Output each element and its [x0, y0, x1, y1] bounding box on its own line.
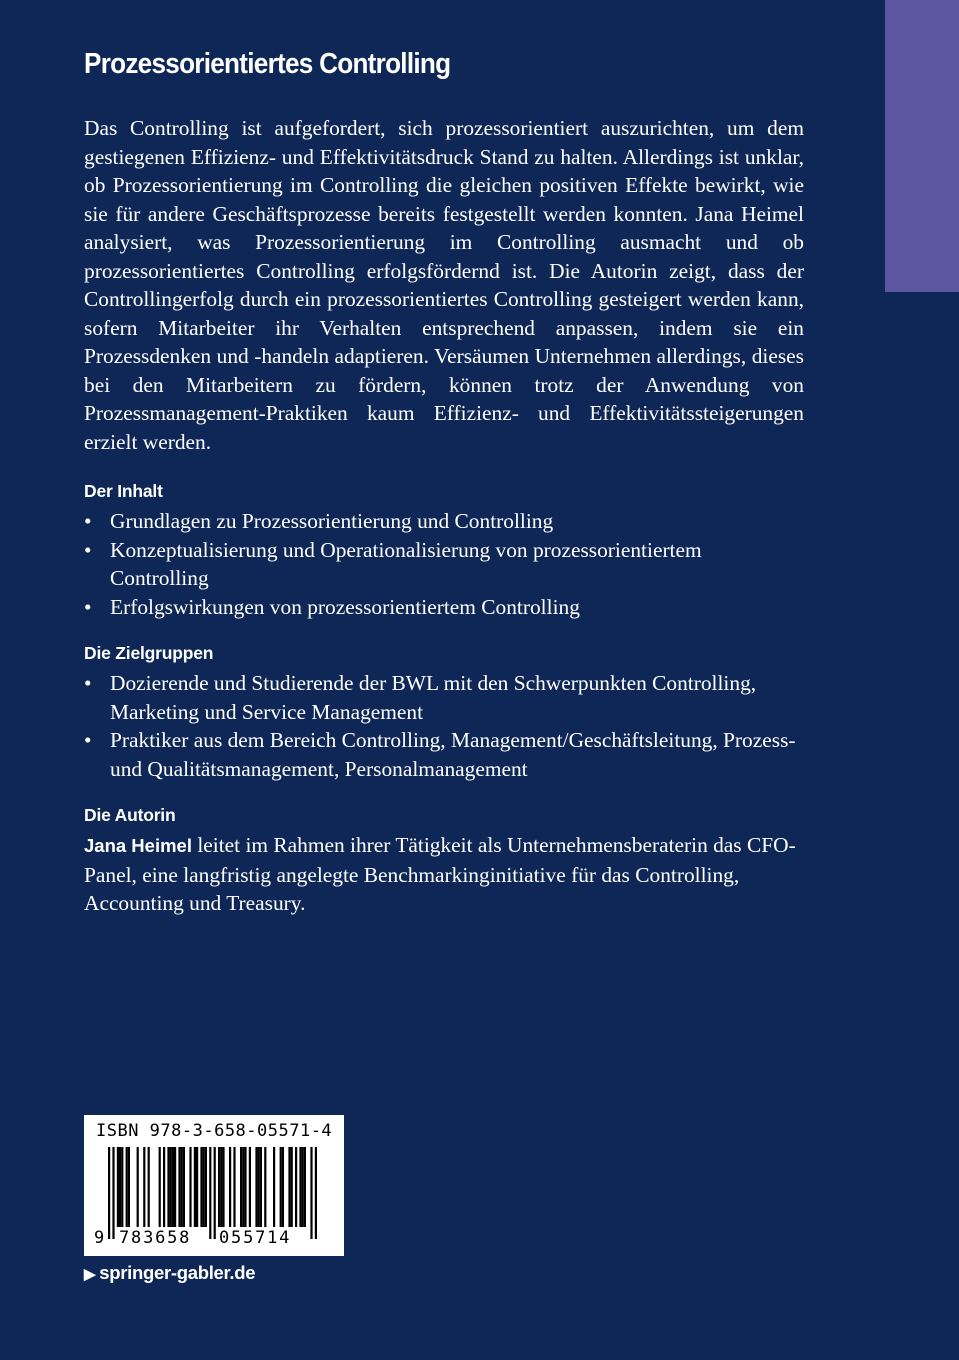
website-link[interactable]: springer-gabler.de [99, 1262, 256, 1283]
barcode-bar [295, 1147, 297, 1227]
barcode-bar [126, 1147, 128, 1227]
barcode-bar [288, 1147, 290, 1227]
barcode-bar [214, 1147, 216, 1239]
barcode-bar [244, 1147, 246, 1227]
barcode-bar [159, 1147, 161, 1227]
accent-tab [885, 0, 959, 292]
barcode-bar [291, 1147, 293, 1227]
barcode-bar [264, 1147, 266, 1227]
barcode-bar [229, 1147, 231, 1227]
barcode-bar [148, 1147, 150, 1227]
bullet-icon: • [84, 728, 92, 752]
inhalt-list [84, 507, 804, 621]
barcode-bar [174, 1147, 176, 1227]
barcode-bar [299, 1147, 301, 1227]
barcode-bar [194, 1147, 196, 1227]
barcode-bar [203, 1147, 205, 1227]
author-name: Jana Heimel [84, 835, 192, 856]
barcode-bar [167, 1147, 169, 1227]
barcode-bar [183, 1147, 185, 1227]
barcode-bar [112, 1147, 114, 1239]
play-arrow-icon: ▶ [84, 1266, 96, 1283]
list-item: • Dozierende und Studierende der BWL mit den Schwerpunkten Controlling, Marketing und Service Management [84, 671, 757, 724]
inhalt-heading: Der Inhalt [84, 481, 163, 501]
barcode-bar [222, 1147, 224, 1227]
list-item: • Grundlagen zu Prozessorientierung und Controlling [84, 507, 804, 536]
barcode-bar [273, 1147, 275, 1227]
bullet-icon: • [84, 594, 92, 619]
list-item: • Praktiker aus dem Bereich Controlling, Management/Geschäftsleitung, Prozess- und Qualitätsmanagement, Personalmanagement [84, 728, 796, 781]
list-item: • Konzeptualisierung und Operationalisierung von prozessorientiertem Controlling [84, 537, 702, 590]
isbn-label: ISBN 978-3-658-05571-4 [96, 1121, 333, 1141]
list-item: • Erfolgswirkungen von prozessorientiertem Controlling [84, 593, 804, 622]
barcode-bar [218, 1147, 220, 1227]
barcode-bar [178, 1147, 180, 1227]
barcode-bar [260, 1147, 262, 1227]
barcode-bar [137, 1147, 139, 1227]
barcode-bar [189, 1147, 191, 1227]
barcode-bar [302, 1147, 304, 1227]
barcode-bar [304, 1147, 306, 1227]
isbn-digit-first: 9 [94, 1228, 105, 1248]
intro-paragraph: Das Controlling ist aufgefordert, sich prozessorientiert auszurichten, um dem gestiegenen Effizienz- und Effektivitätsdruck Stand zu halten. Allerdings ist unklar, ob Prozessorientierung im Controlling die gleichen positiven Effekte bewirkt, wie sie für andere Geschäftsprozesse bereits festgestellt werden konnten. Jana Heimel analysiert, was Prozessorientierung im Controlling ausmacht und ob prozessorientiertes Controlling erfolgsfördernd ist. Die Autorin zeigt, dass der Controllingerfolg durch ein prozessorientiertes Controlling gesteigert werden kann, sofern Mitarbeiter ihr Verhalten entsprechend anpassen, indem sie ein Prozessdenken und -handeln adaptieren. Versäumen Unternehmen allerdings, dieses bei den Mitarbeitern zu fördern, können trotz der Anwendung von Prozessmanagement-Praktiken kaum Effizienz- und Effektivitätssteigerungen erzielt werden. [84, 116, 804, 454]
autorin-heading: Die Autorin [84, 805, 176, 825]
barcode-bar [282, 1147, 284, 1227]
barcode-bar [117, 1147, 119, 1227]
book-title: Prozessorientiertes Controlling [84, 48, 451, 80]
barcode-bar [315, 1147, 317, 1239]
barcode-bar [255, 1147, 257, 1227]
barcode-bar [143, 1147, 145, 1227]
back-cover-content [84, 44, 804, 918]
isbn-digit-group-1: 783658 [119, 1228, 192, 1248]
barcode-bar [200, 1147, 202, 1227]
barcode-bar [240, 1147, 242, 1227]
barcode-bar [119, 1147, 121, 1227]
barcode-bar [170, 1147, 172, 1227]
barcode-bar [242, 1147, 244, 1227]
barcode-bar [233, 1147, 235, 1227]
barcode-bar [310, 1147, 312, 1239]
author-bio: leitet im Rahmen ihrer Tätigkeit als Unternehmensberaterin das CFO-Panel, eine langfristig angelegte Benchmarkinginitiative für das Controlling, Accounting und Treasury. [84, 833, 796, 915]
barcode-bar [108, 1147, 110, 1239]
barcode-bar [280, 1147, 282, 1227]
barcode-bar [181, 1147, 183, 1227]
bullet-icon: • [84, 537, 92, 562]
barcode-bar [163, 1147, 165, 1227]
isbn-digit-group-2: 055714 [219, 1228, 292, 1248]
barcode-bar [209, 1147, 211, 1239]
barcode-bar [121, 1147, 123, 1227]
zielgruppen-heading: Die Zielgruppen [84, 643, 214, 663]
barcode-bar [205, 1147, 207, 1227]
author-paragraph [84, 831, 804, 918]
barcode-bar [172, 1147, 174, 1227]
barcode-bar [220, 1147, 222, 1227]
barcode-bar [258, 1147, 260, 1227]
bullet-icon: • [84, 671, 92, 695]
barcode-bar [128, 1147, 130, 1227]
bullet-icon: • [84, 509, 92, 533]
barcode-bar [249, 1147, 251, 1227]
isbn-barcode-box [84, 1115, 344, 1256]
barcode-bar [196, 1147, 198, 1227]
zielgruppen-list [84, 669, 804, 783]
publisher-website[interactable] [84, 1262, 255, 1284]
